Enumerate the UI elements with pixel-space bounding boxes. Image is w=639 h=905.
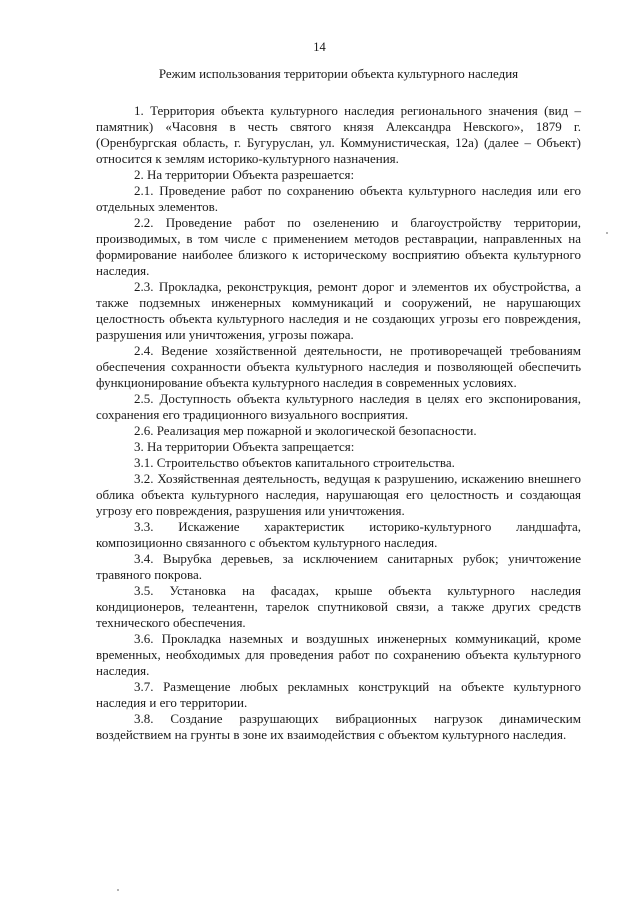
paragraph-2-6: 2.6. Реализация мер пожарной и экологической безопасности. — [134, 423, 477, 438]
paragraph-2-3: 2.3. Прокладка, реконструкция, ремонт дорог и элементов их обустройства, а также подземных инженерных коммуникаций и сооружений, не нарушающих целостность объекта культурного наследия и не создающих угрозы его повреждения, разрушения или уничтожения, угрозы пожара. — [96, 279, 581, 342]
paragraph-2-2: 2.2. Проведение работ по озеленению и благоустройству территории, производимых, в том числе с применением методов реставрации, направленных на формирование наиболее близкого к историческому восприятию объекта культурного наследия. — [96, 215, 581, 278]
paragraph-3-1: 3.1. Строительство объектов капитального строительства. — [134, 455, 455, 470]
document-body — [96, 103, 581, 743]
paragraph-3-5: 3.5. Установка на фасадах, крыше объекта культурного наследия кондиционеров, телеантенн, тарелок спутниковой связи, а также других средств технического обеспечения. — [96, 583, 581, 630]
paragraph-3-7: 3.7. Размещение любых рекламных конструкций на объекте культурного наследия и его территории. — [96, 679, 581, 710]
page-number: 14 — [313, 40, 326, 54]
scan-speck — [117, 889, 119, 891]
paragraph-3-6: 3.6. Прокладка наземных и воздушных инженерных коммуникаций, кроме временных, необходимых для проведения работ по сохранению объекта культурного наследия. — [96, 631, 581, 678]
paragraph-1: 1. Территория объекта культурного наследия регионального значения (вид – памятник) «Часовня в честь святого князя Александра Невского», 1879 г. (Оренбургская область, г. Бугуруслан, ул. Коммунистическая, 12а) (далее – Объект) относится к землям историко-культурного назначения. — [96, 103, 581, 166]
paragraph-3-2: 3.2. Хозяйственная деятельность, ведущая к разрушению, искажению внешнего облика объекта культурного наследия, нарушающая его целостность и создающая угрозу его повреждения, разрушения или уничтожения. — [96, 471, 581, 518]
document-title: Режим использования территории объекта культурного наследия — [158, 66, 519, 81]
paragraph-2-4: 2.4. Ведение хозяйственной деятельности, не противоречащей требованиям обеспечения сохранности объекта культурного наследия и позволяющей обеспечить функционирование объекта культурного наследия в современных условиях. — [96, 343, 581, 390]
paragraph-3-8: 3.8. Создание разрушающих вибрационных нагрузок динамическим воздействием на грунты в зоне их взаимодействия с объектом культурного наследия. — [96, 711, 581, 742]
paragraph-3-4: 3.4. Вырубка деревьев, за исключением санитарных рубок; уничтожение травяного покрова. — [96, 551, 581, 582]
paragraph-2: 2. На территории Объекта разрешается: — [134, 167, 355, 182]
paragraph-2-1: 2.1. Проведение работ по сохранению объекта культурного наследия или его отдельных элементов. — [96, 183, 581, 214]
paragraph-2-5: 2.5. Доступность объекта культурного наследия в целях его экспонирования, сохранения его традиционного визуального восприятия. — [96, 391, 581, 422]
scan-speck — [606, 232, 608, 234]
paragraph-3-3: 3.3. Искажение характеристик историко-культурного ландшафта, композиционно связанного с объектом культурного наследия. — [96, 519, 581, 550]
paragraph-3: 3. На территории Объекта запрещается: — [134, 439, 355, 454]
